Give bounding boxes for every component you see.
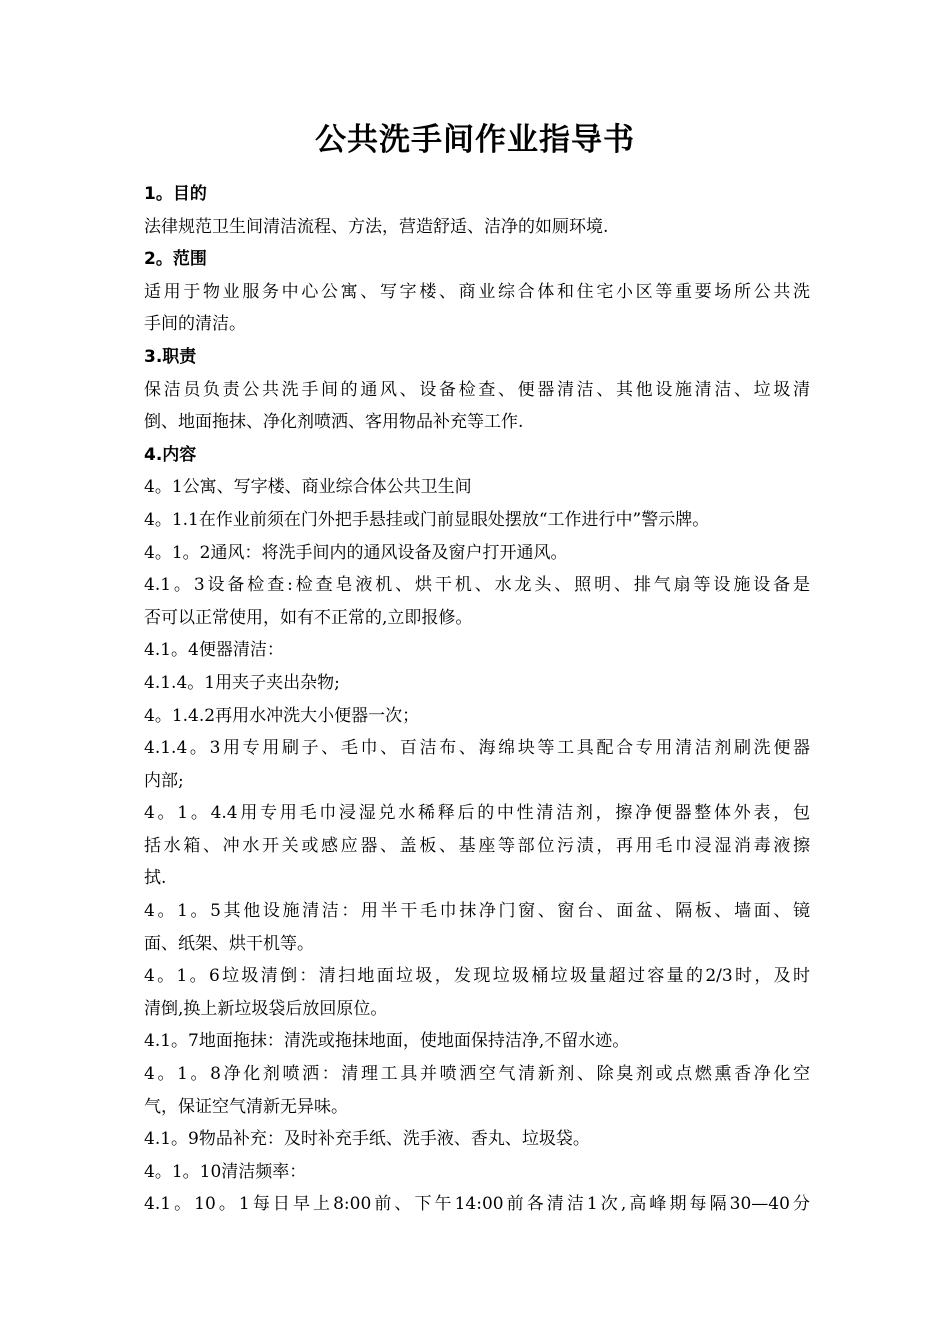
paragraph-line: 面、纸架、烘干机等。 bbox=[144, 933, 314, 954]
paragraph-line: 适用于物业服务中心公寓、写字楼、商业综合体和住宅小区等重要场所公共洗 bbox=[144, 281, 810, 302]
section-heading: 3.职责 bbox=[144, 346, 197, 367]
paragraph-line: 4。1。2通风：将洗手间内的通风设备及窗户打开通风。 bbox=[144, 542, 568, 563]
paragraph-line: 4。1。10清洁频率： bbox=[144, 1161, 307, 1182]
paragraph-line: 4。1。6垃圾清倒：清扫地面垃圾，发现垃圾桶垃圾量超过容量的2/3时，及时 bbox=[144, 966, 810, 987]
paragraph-line: 4.1.4。3用专用刷子、毛巾、百洁布、海绵块等工具配合专用清洁剂刷洗便器 bbox=[144, 738, 810, 759]
section-heading: 2。范围 bbox=[144, 249, 207, 270]
document-body bbox=[144, 178, 810, 1221]
paragraph-line: 拭. bbox=[144, 868, 167, 889]
section-heading: 4.内容 bbox=[144, 444, 197, 465]
paragraph-line: 4.1。7地面拖抹：清洗或拖抹地面，使地面保持洁净,不留水迹。 bbox=[144, 1031, 630, 1052]
paragraph-line: 4.1。3设备检查:检查皂液机、烘干机、水龙头、照明、排气扇等设施设备是 bbox=[144, 575, 810, 596]
document-title: 公共洗手间作业指导书 bbox=[315, 122, 635, 158]
paragraph-line: 4。1.4.2再用水冲洗大小便器一次； bbox=[144, 705, 420, 726]
paragraph-line: 4。1。8净化剂喷洒：清理工具并喷洒空气清新剂、除臭剂或点燃熏香净化空 bbox=[144, 1064, 810, 1085]
paragraph-line: 手间的清洁。 bbox=[144, 314, 246, 335]
paragraph-line: 保洁员负责公共洗手间的通风、设备检查、便器清洁、其他设施清洁、垃圾清 bbox=[144, 379, 810, 400]
paragraph-line: 气，保证空气清新无异味。 bbox=[144, 1096, 348, 1117]
paragraph-line: 4.1。9物品补充：及时补充手纸、洗手液、香丸、垃圾袋。 bbox=[144, 1129, 590, 1150]
paragraph-line: 4.1。10。1每日早上8:00前、下午14:00前各清洁1次,高峰期每隔30—40分 bbox=[144, 1194, 810, 1215]
paragraph-line: 倒、地面拖抹、净化剂喷洒、客用物品补充等工作. bbox=[144, 412, 524, 433]
paragraph-line: 4。1公寓、写字楼、商业综合体公共卫生间 bbox=[144, 477, 472, 498]
paragraph-line: 4.1。4便器清洁： bbox=[144, 640, 284, 661]
paragraph-line: 4。1。4.4用专用毛巾浸湿兑水稀释后的中性清洁剂，擦净便器整体外表，包 bbox=[144, 803, 810, 824]
paragraph-line: 4。1.1在作业前须在门外把手悬挂或门前显眼处摆放“工作进行中”警示牌。 bbox=[144, 509, 710, 530]
paragraph-line: 清倒,换上新垃圾袋后放回原位。 bbox=[144, 998, 388, 1019]
paragraph-line: 4.1.4。1用夹子夹出杂物; bbox=[144, 672, 340, 693]
paragraph-line: 法律规范卫生间清洁流程、方法，营造舒适、洁净的如厕环境. bbox=[144, 216, 609, 237]
paragraph-line: 4。1。5其他设施清洁：用半干毛巾抹净门窗、窗台、面盆、隔板、墙面、镜 bbox=[144, 901, 810, 922]
paragraph-line: 否可以正常使用，如有不正常的,立即报修。 bbox=[144, 607, 473, 628]
paragraph-line: 括水箱、冲水开关或感应器、盖板、基座等部位污渍，再用毛巾浸湿消毒液擦 bbox=[144, 835, 810, 856]
section-heading: 1。目的 bbox=[144, 184, 207, 204]
paragraph-line: 内部; bbox=[144, 770, 184, 791]
